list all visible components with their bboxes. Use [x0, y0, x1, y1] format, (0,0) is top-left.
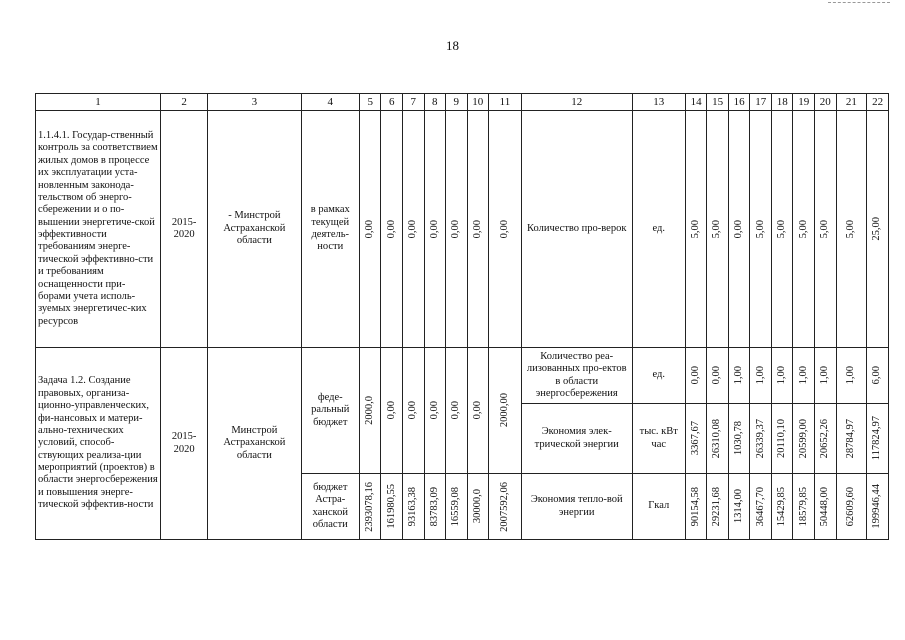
indicator-value-cell	[836, 348, 867, 404]
indicator-value: 6,00	[871, 366, 883, 385]
column-header: 21	[836, 94, 867, 111]
indicator-value-cell	[728, 404, 750, 474]
finance-cell	[489, 348, 522, 474]
indicator-value: 1,00	[845, 366, 857, 385]
indicator-value-cell	[867, 404, 889, 474]
finance-cell	[359, 348, 381, 474]
finance-cell	[446, 111, 468, 348]
column-header: 19	[793, 94, 815, 111]
finance-value: 2000,00	[498, 393, 510, 428]
executor-cell: - Минстрой Астраханской области	[208, 111, 301, 348]
indicator-value: 0,00	[689, 366, 701, 385]
indicator-cell: Количество про-верок	[521, 111, 632, 348]
column-header: 5	[359, 94, 381, 111]
indicator-value: 15429,85	[776, 486, 788, 527]
finance-cell	[359, 111, 381, 348]
indicator-value: 0,00	[711, 366, 723, 385]
finance-value: 0,00	[364, 219, 376, 239]
indicator-value-cell	[793, 348, 815, 404]
indicator-value: 5,00	[711, 219, 723, 239]
executor-cell: Минстрой Астраханской области	[208, 348, 301, 540]
indicator-value: 36467,70	[754, 486, 766, 527]
indicator-value: 29231,68	[711, 486, 723, 527]
indicator-value: 26310,08	[711, 418, 723, 459]
indicator-value-cell	[814, 474, 836, 540]
finance-cell	[359, 474, 381, 540]
indicator-value: 28784,97	[845, 418, 857, 459]
finance-value: 30000,0	[471, 489, 483, 524]
indicator-value-cell	[867, 111, 889, 348]
indicator-value: 1314,00	[732, 489, 744, 524]
header-row	[36, 94, 889, 111]
scan-artifact-line	[828, 2, 890, 3]
finance-value: 161980,55	[385, 484, 397, 529]
unit-cell: Гкал	[632, 474, 685, 540]
indicator-value: 3367,67	[689, 421, 701, 456]
finance-cell	[381, 348, 403, 474]
indicator-value-cell	[793, 474, 815, 540]
indicator-value: 20110,10	[776, 419, 788, 458]
column-header: 15	[707, 94, 729, 111]
finance-value: 0,00	[450, 401, 462, 420]
indicator-value-cell	[814, 404, 836, 474]
finance-value: 0,00	[471, 401, 483, 420]
finance-value: 0,00	[471, 219, 483, 239]
indicator-value-cell	[707, 348, 729, 404]
indicator-value-cell	[771, 348, 793, 404]
finance-cell	[467, 111, 489, 348]
finance-value: 2007592,06	[498, 481, 510, 532]
indicator-value: 5,00	[845, 219, 857, 239]
indicator-value-cell	[771, 474, 793, 540]
task-cell: 1.1.4.1. Государ-ственный контроль за соответствием жилых домов в процессе их эксплуатации уста-новленным законода-тельством об энерго-сбережении и о по-вышении энергетиче-ской эффективности требованиям энерге-тической эффективно-сти и требованиям оснащенности при-борами учета исполь-зуемых энергетичес-ких ресурсов	[36, 111, 161, 348]
indicator-cell: Экономия тепло-вой энергии	[521, 474, 632, 540]
finance-value: 0,00	[450, 219, 462, 239]
indicator-value: 26339,37	[754, 418, 766, 459]
indicator-value: 5,00	[689, 219, 701, 239]
indicator-value-cell	[793, 404, 815, 474]
column-header: 10	[467, 94, 489, 111]
indicator-value-cell	[814, 348, 836, 404]
finance-cell	[424, 348, 446, 474]
column-header: 8	[424, 94, 446, 111]
indicator-value: 1,00	[732, 366, 744, 385]
indicator-value-cell	[836, 474, 867, 540]
indicator-value-cell	[750, 474, 772, 540]
page-number: 18	[446, 38, 459, 53]
indicator-value: 1,00	[797, 366, 809, 385]
indicator-value: 5,00	[776, 219, 788, 239]
indicator-value: 1,00	[754, 366, 766, 385]
indicator-value-cell	[814, 111, 836, 348]
column-header: 12	[521, 94, 632, 111]
unit-cell: тыс. кВт час	[632, 404, 685, 474]
column-header: 22	[867, 94, 889, 111]
indicator-value-cell	[707, 111, 729, 348]
column-header: 13	[632, 94, 685, 111]
finance-value: 0,00	[407, 219, 419, 239]
funding-source-cell: бюджет Астра-ханской области	[301, 474, 359, 540]
indicator-value: 1030,78	[732, 421, 744, 456]
table-row	[36, 348, 889, 404]
column-header: 7	[403, 94, 425, 111]
indicator-value: 18579,85	[797, 486, 809, 527]
finance-cell	[403, 111, 425, 348]
indicator-value-cell	[685, 474, 707, 540]
column-header: 14	[685, 94, 707, 111]
finance-cell	[446, 474, 468, 540]
indicator-value: 1,00	[819, 366, 831, 385]
indicator-value-cell	[793, 111, 815, 348]
finance-cell	[403, 348, 425, 474]
finance-cell	[381, 111, 403, 348]
column-header: 9	[446, 94, 468, 111]
column-header: 1	[36, 94, 161, 111]
column-header: 2	[161, 94, 208, 111]
finance-value: 83783,09	[428, 486, 440, 527]
indicator-value-cell	[867, 474, 889, 540]
indicator-value-cell	[728, 111, 750, 348]
funding-source-cell: феде-ральный бюджет	[301, 348, 359, 474]
indicator-value: 5,00	[819, 219, 831, 239]
indicator-value-cell	[685, 348, 707, 404]
indicator-value: 199946,44	[871, 484, 883, 529]
indicator-cell: Количество реа-лизованных про-ектов в области энергосбережения	[521, 348, 632, 404]
indicator-value-cell	[707, 474, 729, 540]
finance-cell	[446, 348, 468, 474]
column-header: 4	[301, 94, 359, 111]
funding-source-cell: в рамках текущей деятель-ности	[301, 111, 359, 348]
indicator-value-cell	[728, 474, 750, 540]
table-row	[36, 111, 889, 348]
finance-value: 0,00	[498, 219, 510, 239]
column-header: 3	[208, 94, 301, 111]
finance-value: 0,00	[407, 401, 419, 420]
finance-value: 16559,08	[450, 486, 462, 527]
indicator-value-cell	[836, 111, 867, 348]
indicator-value: 5,00	[754, 219, 766, 239]
indicator-value-cell	[750, 111, 772, 348]
period-cell: 2015-2020	[161, 111, 208, 348]
finance-value: 0,00	[428, 219, 440, 239]
indicator-value: 50448,00	[819, 486, 831, 527]
column-header: 6	[381, 94, 403, 111]
indicator-value: 90154,58	[689, 486, 701, 527]
finance-value: 93163,38	[407, 486, 419, 527]
indicator-value: 1,00	[776, 366, 788, 385]
column-header: 16	[728, 94, 750, 111]
indicator-value-cell	[771, 111, 793, 348]
finance-cell	[467, 348, 489, 474]
column-header: 11	[489, 94, 522, 111]
column-header: 18	[771, 94, 793, 111]
finance-value: 0,00	[428, 401, 440, 420]
finance-cell	[381, 474, 403, 540]
indicator-value: 0,00	[732, 219, 744, 239]
indicator-value-cell	[750, 348, 772, 404]
indicator-value-cell	[867, 348, 889, 404]
finance-cell	[403, 474, 425, 540]
indicator-value-cell	[771, 404, 793, 474]
period-cell: 2015-2020	[161, 348, 208, 540]
indicator-value-cell	[836, 404, 867, 474]
indicator-value: 20652,26	[819, 418, 831, 459]
finance-value: 0,00	[385, 401, 397, 420]
indicator-value-cell	[685, 111, 707, 348]
finance-value: 2000,0	[364, 396, 376, 425]
finance-value: 0,00	[385, 219, 397, 239]
column-header: 17	[750, 94, 772, 111]
column-header: 20	[814, 94, 836, 111]
unit-cell: ед.	[632, 348, 685, 404]
finance-value: 2393078,16	[364, 481, 376, 532]
finance-cell	[424, 111, 446, 348]
finance-cell	[467, 474, 489, 540]
indicator-value-cell	[728, 348, 750, 404]
indicator-value: 117824,97	[871, 416, 883, 461]
indicator-value-cell	[685, 404, 707, 474]
indicator-cell: Экономия элек-трической энергии	[521, 404, 632, 474]
indicator-value-cell	[707, 404, 729, 474]
indicator-value-cell	[750, 404, 772, 474]
finance-cell	[489, 474, 522, 540]
program-table	[35, 93, 889, 540]
indicator-value: 62609,60	[845, 486, 857, 527]
indicator-value: 25,00	[871, 217, 883, 241]
task-cell: Задача 1.2. Создание правовых, организа-ционно-управленческих, фи-нансовых и матери-ально-технических условий, способ-ствующих реализа-ции мероприятий (проектов) в области энергосбережения и повышения энерге-тической эффектив-ности	[36, 348, 161, 540]
unit-cell: ед.	[632, 111, 685, 348]
indicator-value: 5,00	[797, 219, 809, 239]
indicator-value: 20599,00	[797, 418, 809, 459]
finance-cell	[424, 474, 446, 540]
finance-cell	[489, 111, 522, 348]
